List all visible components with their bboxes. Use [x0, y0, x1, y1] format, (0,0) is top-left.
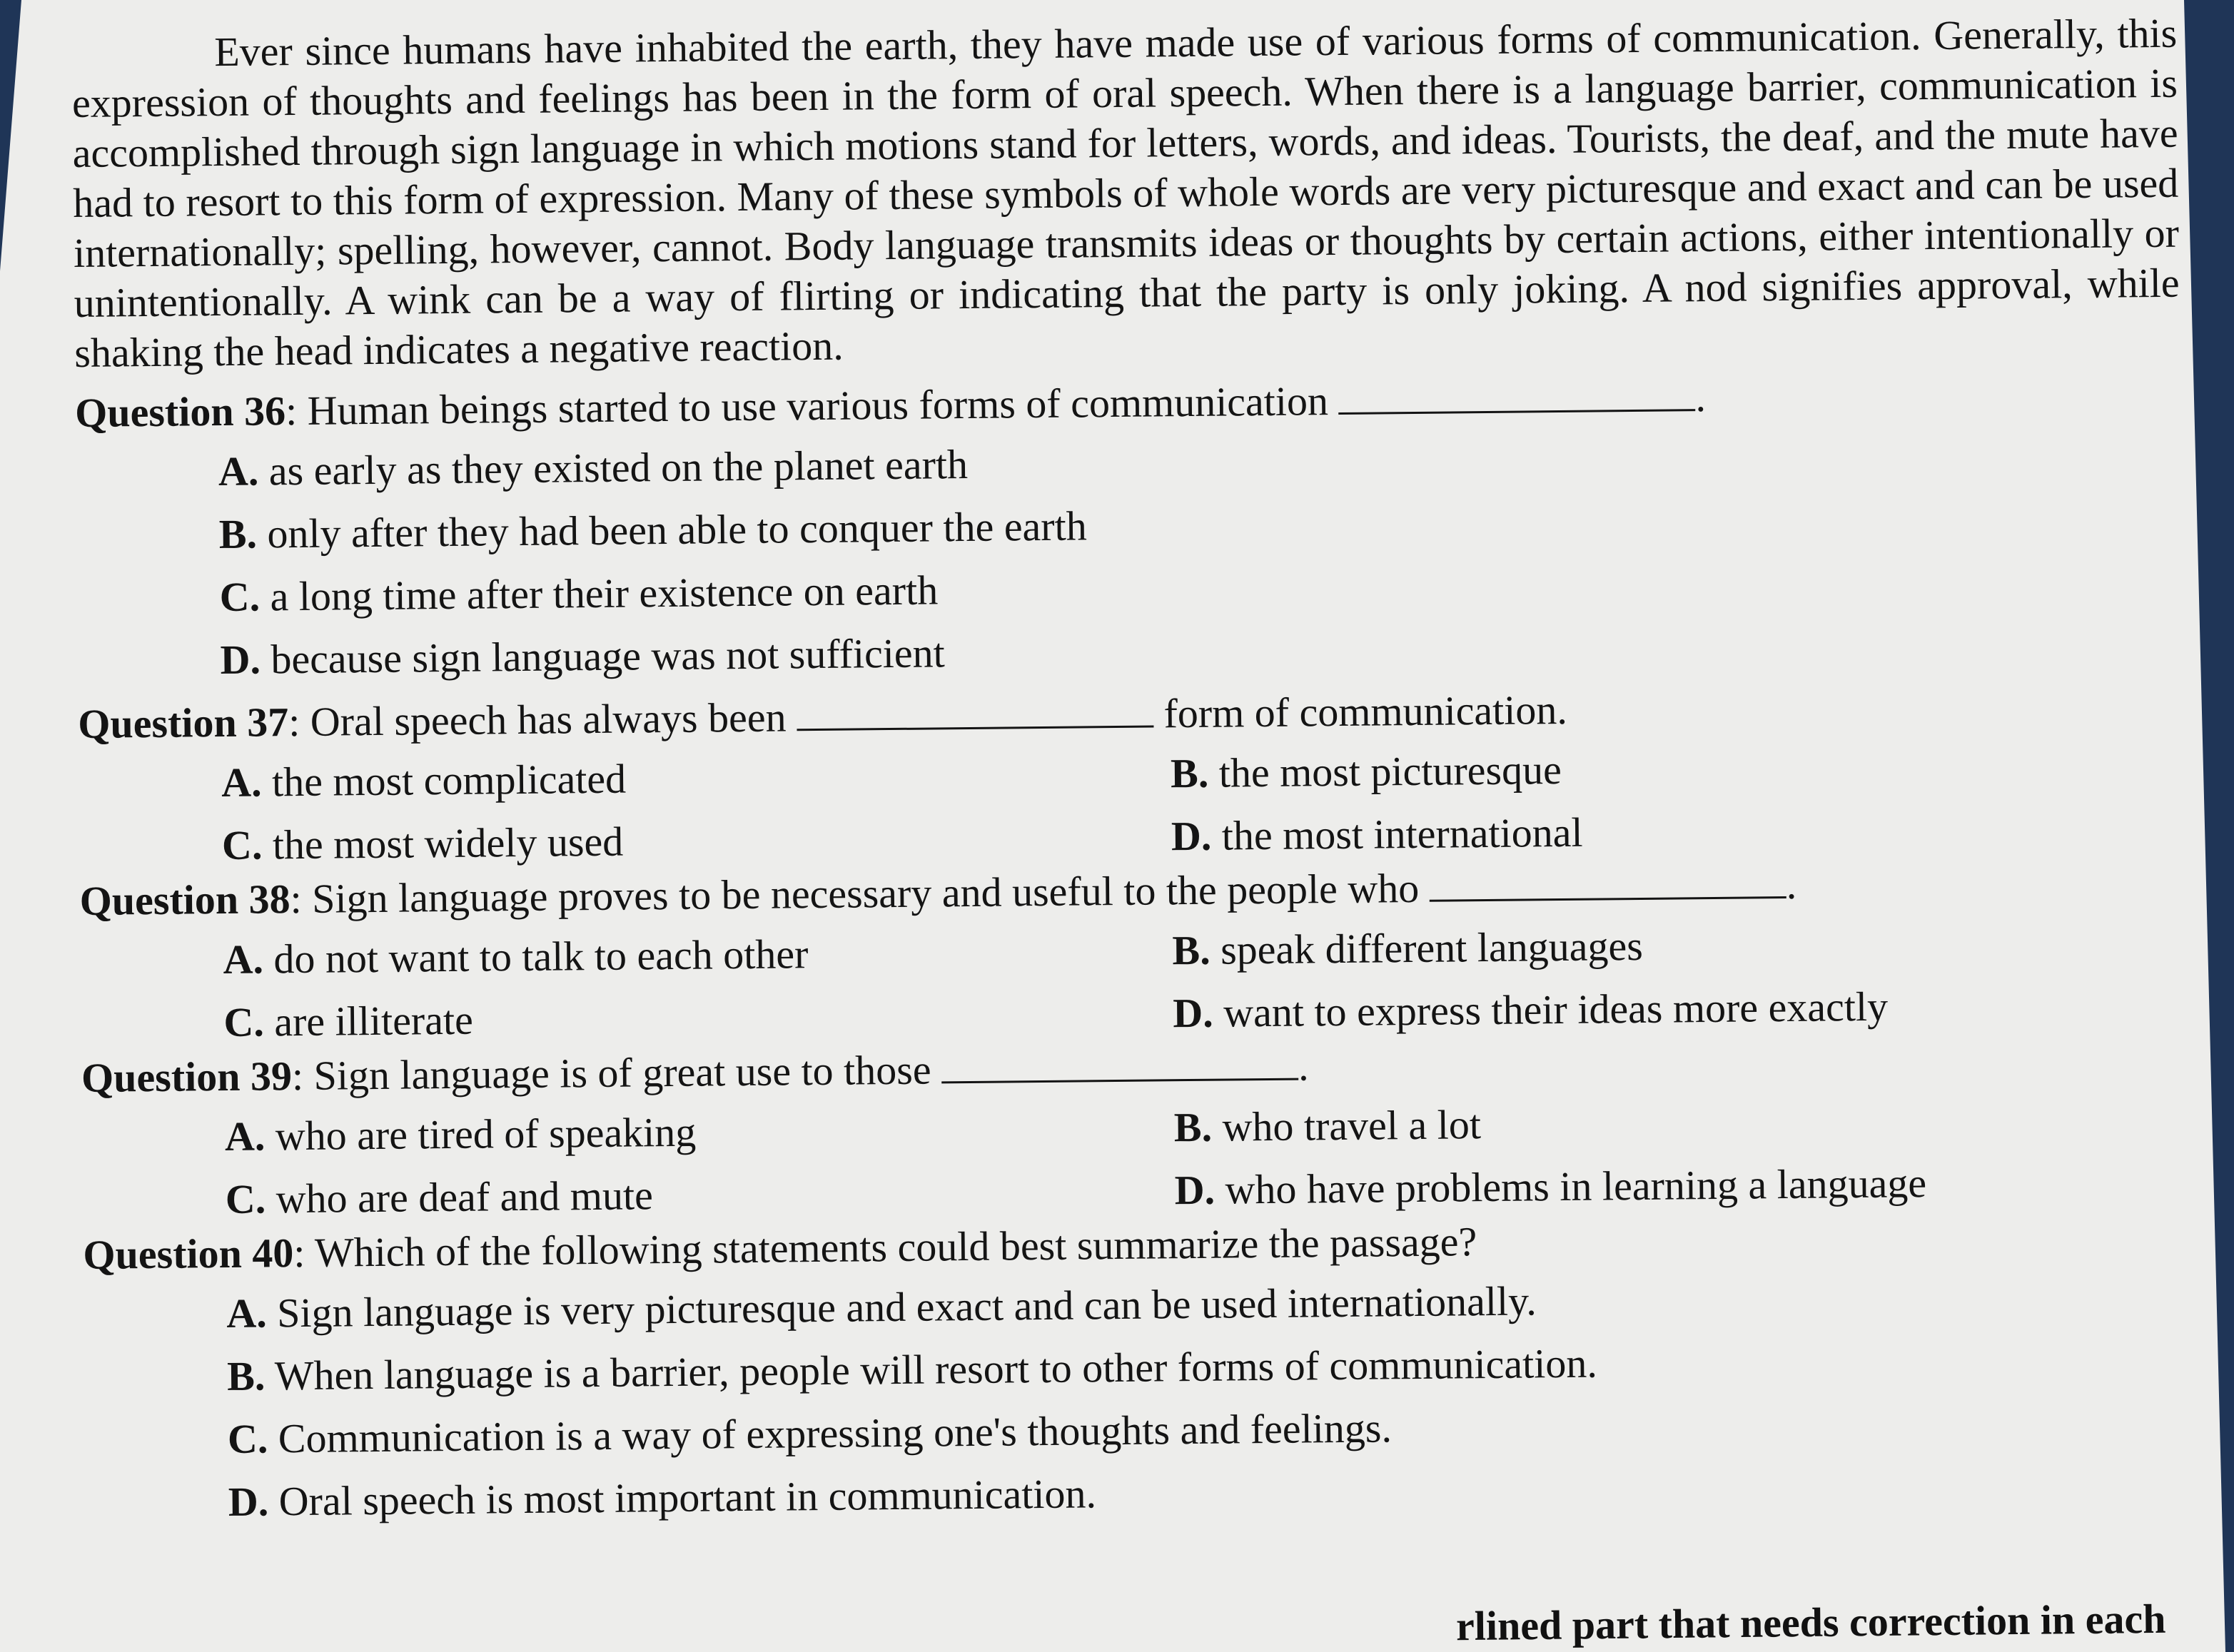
option-text: When language is a barrier, people will resort to other forms of communication.	[265, 1339, 1598, 1399]
option-text: as early as they existed on the planet earth	[258, 440, 969, 495]
option-c[interactable]	[223, 988, 1173, 1048]
question-stem	[75, 368, 2181, 438]
question-number: Question 39	[81, 1053, 293, 1101]
option-b[interactable]	[1172, 917, 2101, 976]
answer-options	[225, 1093, 2188, 1225]
answer-options	[221, 739, 2185, 871]
option-text: are illiterate	[263, 996, 474, 1045]
option-b[interactable]	[1174, 1094, 2103, 1152]
question-text-end: .	[1786, 861, 1797, 908]
option-letter: C.	[225, 1175, 266, 1223]
option-text: who are tired of speaking	[264, 1108, 697, 1160]
option-letter: A.	[223, 936, 264, 983]
option-letter: D.	[1174, 1166, 1215, 1214]
question-stem	[78, 679, 2184, 749]
answer-blank	[1429, 861, 1786, 902]
option-letter: A.	[224, 1113, 266, 1160]
option-letter: A.	[226, 1289, 267, 1337]
option-text: who travel a lot	[1211, 1101, 1482, 1150]
option-d[interactable]	[228, 1459, 2191, 1527]
option-text: the most international	[1211, 809, 1583, 859]
answer-options	[223, 916, 2186, 1048]
next-section-instruction-fragment: rlined part that needs correction in each	[1455, 1595, 2166, 1650]
option-a[interactable]	[226, 1270, 2190, 1339]
option-text: the most widely used	[262, 818, 624, 868]
option-text: who are deaf and mute	[265, 1172, 654, 1222]
option-letter: A.	[218, 447, 259, 495]
question-number: Question 37	[78, 699, 289, 747]
question-40	[83, 1210, 2191, 1529]
option-letter: C.	[223, 998, 265, 1046]
option-letter: B.	[1170, 749, 1209, 797]
answer-blank	[797, 689, 1153, 731]
option-letter: D.	[228, 1478, 269, 1525]
option-text: the most picturesque	[1208, 746, 1562, 796]
worksheet	[71, 9, 2191, 1541]
option-text: a long time after their existence on earth	[259, 567, 939, 620]
option-text: because sign language was not sufficient	[260, 629, 946, 683]
question-36	[75, 368, 2183, 686]
question-text-end: form of communication.	[1153, 686, 1568, 737]
option-letter: B.	[1173, 1103, 1213, 1151]
option-c[interactable]	[228, 1396, 2191, 1464]
question-text: : Which of the following statements could best summarize the passage?	[293, 1218, 1477, 1277]
option-letter: D.	[1173, 989, 1214, 1037]
option-c[interactable]	[225, 1165, 1175, 1225]
option-letter: A.	[221, 759, 262, 806]
question-text: : Sign language is of great use to those	[291, 1046, 942, 1100]
question-number: Question 38	[79, 876, 290, 924]
option-b[interactable]	[218, 491, 2182, 559]
option-text: who have problems in learning a language	[1214, 1160, 1927, 1213]
option-text: do not want to talk to each other	[263, 931, 809, 983]
option-text: only after they had been able to conquer the earth	[256, 502, 1087, 557]
option-a[interactable]	[225, 1103, 1175, 1162]
option-text: speak different languages	[1210, 922, 1644, 973]
option-letter: C.	[227, 1415, 268, 1462]
answer-options	[226, 1270, 2191, 1527]
option-text: Oral speech is most important in communication.	[268, 1470, 1097, 1525]
question-text-end: .	[1298, 1043, 1309, 1090]
option-a[interactable]	[221, 749, 1171, 808]
option-letter: D.	[220, 636, 261, 684]
reading-passage: Ever since humans have inhabited the earth, they have made use of various forms of communication. Generally, this expression of thoughts and feelings has been in the form of oral speech. When there is a language barrier, communication is accomplished through sign language in which motions stand for letters, words, and ideas. Tourists, the deaf, and the mute have had to resort to this form of expression. Many of these symbols of whole words are very picturesque and exact and can be used internationally; spelling, however, cannot. Body language transmits ideas or thoughts by certain actions, either intentionally or unintentionally. A wink can be a way of flirting or indicating that the party is only joking. A nod signifies approval, while shaking the head indicates a negative reaction.	[71, 9, 2180, 376]
option-letter: C.	[219, 573, 261, 621]
question-39	[81, 1033, 2188, 1226]
answer-blank	[1338, 373, 1695, 415]
option-b[interactable]	[1171, 740, 2099, 799]
question-text-end: .	[1695, 374, 1707, 421]
option-d[interactable]	[1171, 803, 2100, 861]
option-letter: B.	[226, 1352, 266, 1399]
option-c[interactable]	[222, 811, 1172, 871]
option-letter: C.	[221, 821, 263, 869]
option-b[interactable]	[227, 1333, 2190, 1402]
question-37	[78, 679, 2185, 872]
option-text: want to express their ideas more exactly	[1213, 983, 1889, 1036]
question-number: Question 36	[74, 387, 286, 436]
question-text: : Human beings started to use various forms of communication	[285, 377, 1339, 435]
option-text: Communication is a way of expressing one's thoughts and feelings.	[268, 1404, 1393, 1462]
option-c[interactable]	[219, 554, 2183, 622]
option-d[interactable]	[1173, 980, 2101, 1038]
option-a[interactable]	[223, 926, 1173, 985]
question-number: Question 40	[83, 1230, 294, 1278]
option-letter: B.	[218, 510, 258, 558]
option-letter: D.	[1171, 812, 1212, 860]
question-text: : Sign language proves to be necessary and useful to the people who	[290, 864, 1430, 923]
question-text: : Oral speech has always been	[288, 694, 797, 746]
answer-blank	[941, 1043, 1298, 1084]
option-text: Sign language is very picturesque and exact and can be used internationally.	[266, 1277, 1537, 1337]
option-d[interactable]	[1174, 1157, 2103, 1215]
option-text: the most complicated	[261, 755, 627, 806]
answer-options	[218, 428, 2183, 685]
option-letter: B.	[1172, 926, 1210, 974]
option-d[interactable]	[220, 617, 2183, 685]
question-38	[79, 856, 2186, 1049]
option-a[interactable]	[218, 428, 2182, 497]
